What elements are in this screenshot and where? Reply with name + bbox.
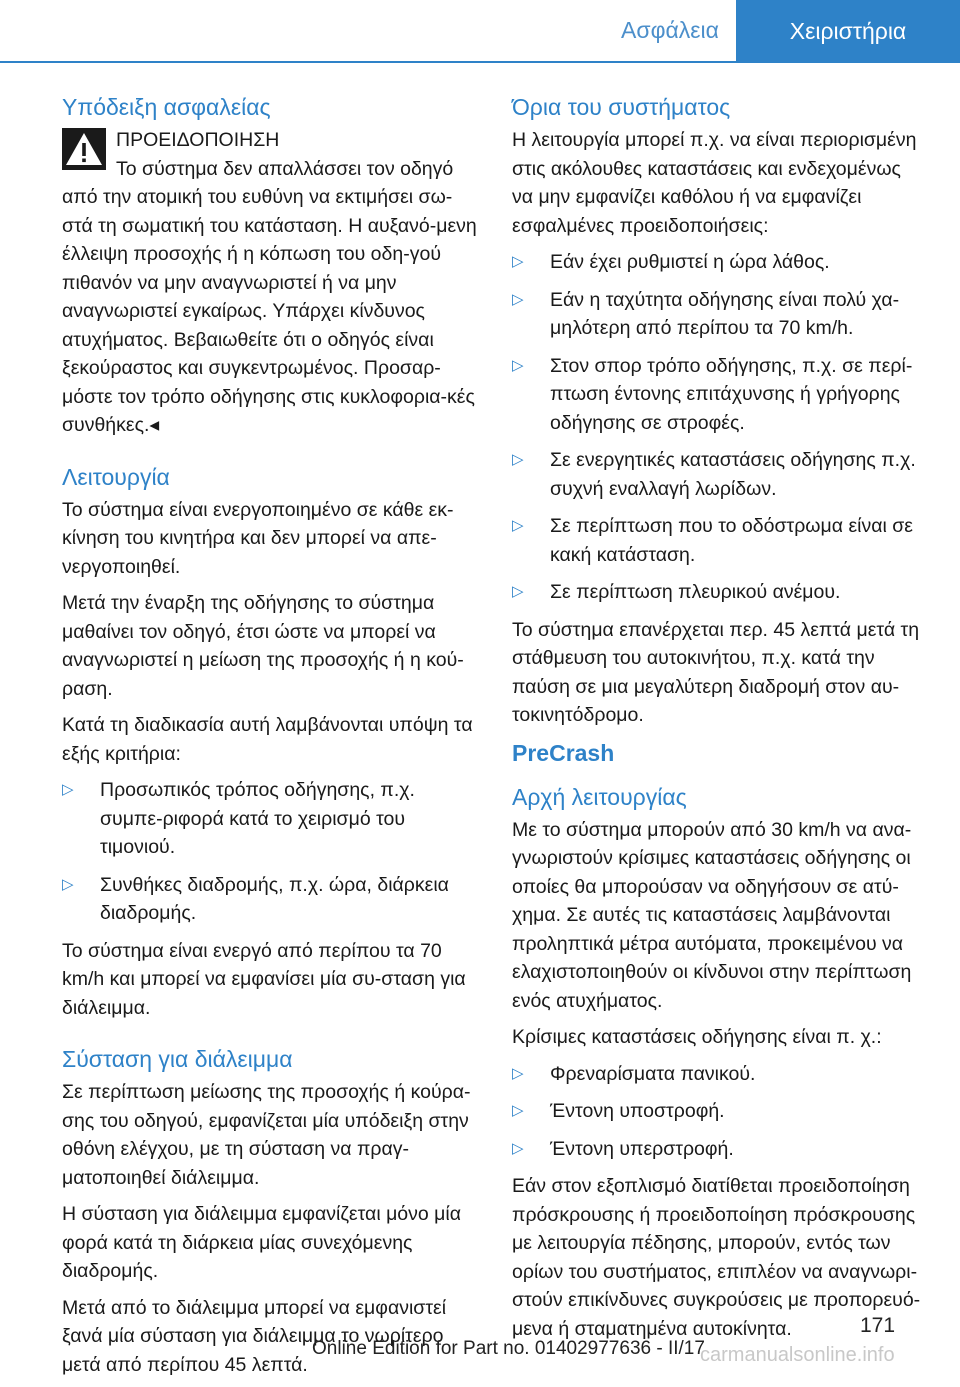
paragraph: Το σύστημα είναι ενεργοποιημένο σε κάθε εκ‐κίνηση του κινητήρα και δεν μπορεί να απε‐νεργοποιηθεί. (62, 498, 454, 578)
critical-list (512, 1060, 927, 1164)
paragraph: Με το σύστημα μπορούν από 30 km/h να ανα‐γνωριστούν κρίσιμες καταστάσεις οδήγησης οι οποίες θα μπορούσαν να οδηγήσουν σε ατύ‐χημα. Σε αυτές τις καταστάσεις λαμβάνονται προληπτικά μέτρα αυτόματα, προκειμένου να ελαχιστοποιηθούν οι κίνδυνοι στην περίπτωση ενός ατυχήματος. (512, 818, 912, 1012)
left-column (62, 92, 477, 1387)
tab-controls[interactable]: Χειριστήρια (736, 0, 960, 63)
paragraph: Σε περίπτωση μείωσης της προσοχής ή κούρα‐σης του οδηγού, εμφανίζεται μία υπόδειξη στην οθόνη ελέγχου, με τη σύσταση να πραγ‐ματοποιηθεί διάλειμμα. (62, 1081, 471, 1189)
triangle-bullet-icon: ▷ (512, 451, 524, 468)
triangle-bullet-icon: ▷ (512, 290, 524, 308)
paragraph: Κρίσιμες καταστάσεις οδήγησης είναι π. χ.: (512, 1026, 882, 1048)
heading-safety-note: Υπόδειξη ασφαλείας (62, 94, 271, 120)
list-item: ▷ Σε περίπτωση που το οδόστρωμα είναι σε κακή κατάσταση. (512, 512, 927, 569)
list-item: ▷ Σε περίπτωση πλευρικού ανέμου. (512, 578, 927, 607)
criteria-list (62, 776, 477, 928)
page-number: 171 (860, 1314, 896, 1337)
paragraph: Μετά από το διάλειμμα μπορεί να εμφανιστεί ξανά μία σύσταση για διάλειμμα το νωρίτερο μετά από περίπου 45 λεπτά. (62, 1296, 447, 1376)
triangle-bullet-icon: ▷ (62, 781, 74, 798)
paragraph: Η λειτουργία μπορεί π.χ. να είναι περιορισμένη στις ακόλουθες καταστάσεις και ενδεχομένως να μην εμφανίζει καθόλου ή να εμφανίζει εσφαλμένες προειδοποιήσεις: (512, 129, 917, 237)
list-item: ▷ Έντονη υποστροφή. (512, 1097, 927, 1126)
paragraph: Το σύστημα επανέρχεται περ. 45 λεπτά μετά τη στάθμευση του αυτοκινήτου, π.χ. κατά την παύση σε μια μεγαλύτερη διαδρομή στον αυ‐τοκινητόδρομο. (512, 618, 920, 726)
triangle-bullet-icon: ▷ (512, 517, 524, 534)
paragraph: Εάν στον εξοπλισμό διατίθεται προειδοποίηση πρόσκρουσης ή προειδοποίηση πρόσκρουσης με λειτουργία πέδησης, μπορούν, εντός των ορίων του συστήματος, επιπλέον να αναγνωρι‐στούν επικίνδυνες συγκρούσεις με προπορευό‐μενα ή σταματημένα αυτοκίνητα. (512, 1175, 921, 1340)
list-item: ▷ Εάν έχει ρυθμιστεί η ώρα λάθος. (512, 248, 927, 277)
triangle-bullet-icon: ▷ (512, 1102, 524, 1119)
edition-note: Online Edition for Part no. 01402977636 - II/17 (312, 1338, 705, 1359)
triangle-bullet-icon: ▷ (512, 253, 524, 270)
paragraph: Το σύστημα είναι ενεργό από περίπου τα 70 km/h και μπορεί να εμφανίσει μία συ‐σταση για διάλειμμα. (62, 939, 466, 1019)
heading-precrash: PreCrash (512, 739, 615, 766)
list-item: ▷ Προσωπικός τρόπος οδήγησης, π.χ. συμπε‐ριφορά κατά το χειρισμό του τιμονιού. (62, 776, 477, 862)
header-rule (0, 61, 960, 63)
warning-text: Το σύστημα δεν απαλλάσσει τον οδηγό από την ατομική του ευθύνη να εκτιμήσει σω‐στά τη σωματική του κατάσταση. Η αυξανό‐μενη έλλειψη προσοχής ή η κόπωση του οδη‐γού πιθανόν να μην αναγνωριστεί ή να μην αναγνωριστεί εγκαίρως. Υπάρχει κίνδυνος ατυχήματος. Βεβαιωθείτε ότι ο οδηγός είναι ξεκούραστος και συγκεντρωμένος. Προσαρ‐μόστε τον τρόπο οδήγησης στις κυκλοφορια‐κές συνθήκες.◂ (62, 157, 477, 436)
tab-safety[interactable]: Ασφάλεια (621, 17, 719, 43)
heading-system-limits: Όρια του συστήματος (512, 94, 731, 120)
warning-icon (62, 128, 106, 170)
watermark: carmanualsonline.info (700, 1344, 895, 1366)
warning-block (62, 126, 477, 440)
triangle-bullet-icon: ▷ (512, 583, 524, 600)
heading-break-recommendation: Σύσταση για διάλειμμα (62, 1046, 293, 1072)
right-column (512, 92, 927, 1351)
heading-principle: Αρχή λειτουργίας (512, 783, 687, 810)
list-item: ▷ Στον σπορ τρόπο οδήγησης, π.χ. σε περί‐πτωση έντονης επιτάχυνσης ή γρήγορης οδήγησης σε στροφές. (512, 352, 927, 438)
triangle-bullet-icon: ▷ (512, 1064, 524, 1082)
heading-function: Λειτουργία (62, 463, 170, 490)
page-header (0, 0, 960, 62)
list-item: ▷ Σε ενεργητικές καταστάσεις οδήγησης π.χ. συχνή εναλλαγή λωρίδων. (512, 446, 927, 503)
list-item: ▷ Έντονη υπερστροφή. (512, 1135, 927, 1164)
paragraph: Κατά τη διαδικασία αυτή λαμβάνονται υπόψη τα εξής κριτήρια: (62, 714, 473, 765)
list-item: ▷ Συνθήκες διαδρομής, π.χ. ώρα, διάρκεια διαδρομής. (62, 871, 477, 928)
paragraph: Η σύσταση για διάλειμμα εμφανίζεται μόνο μία φορά κατά τη διάρκεια μίας συνεχόμενης διαδρομής. (62, 1203, 462, 1282)
triangle-bullet-icon: ▷ (512, 356, 524, 374)
warning-title: ΠΡΟΕΙΔΟΠΟΙΗΣΗ (116, 129, 280, 151)
page-footer (0, 1314, 960, 1366)
triangle-bullet-icon: ▷ (512, 1139, 524, 1157)
limits-list (512, 248, 927, 607)
paragraph: Μετά την έναρξη της οδήγησης το σύστημα μαθαίνει τον οδηγό, έτσι ώστε να μπορεί να αναγνωριστεί η μείωση της προσοχής ή η κού‐ραση. (62, 592, 464, 700)
list-item: ▷ Εάν η ταχύτητα οδήγησης είναι πολύ χα‐μηλότερη από περίπου τα 70 km/h. (512, 286, 927, 343)
list-item: ▷ Φρεναρίσματα πανικού. (512, 1060, 927, 1089)
triangle-bullet-icon: ▷ (62, 875, 74, 893)
